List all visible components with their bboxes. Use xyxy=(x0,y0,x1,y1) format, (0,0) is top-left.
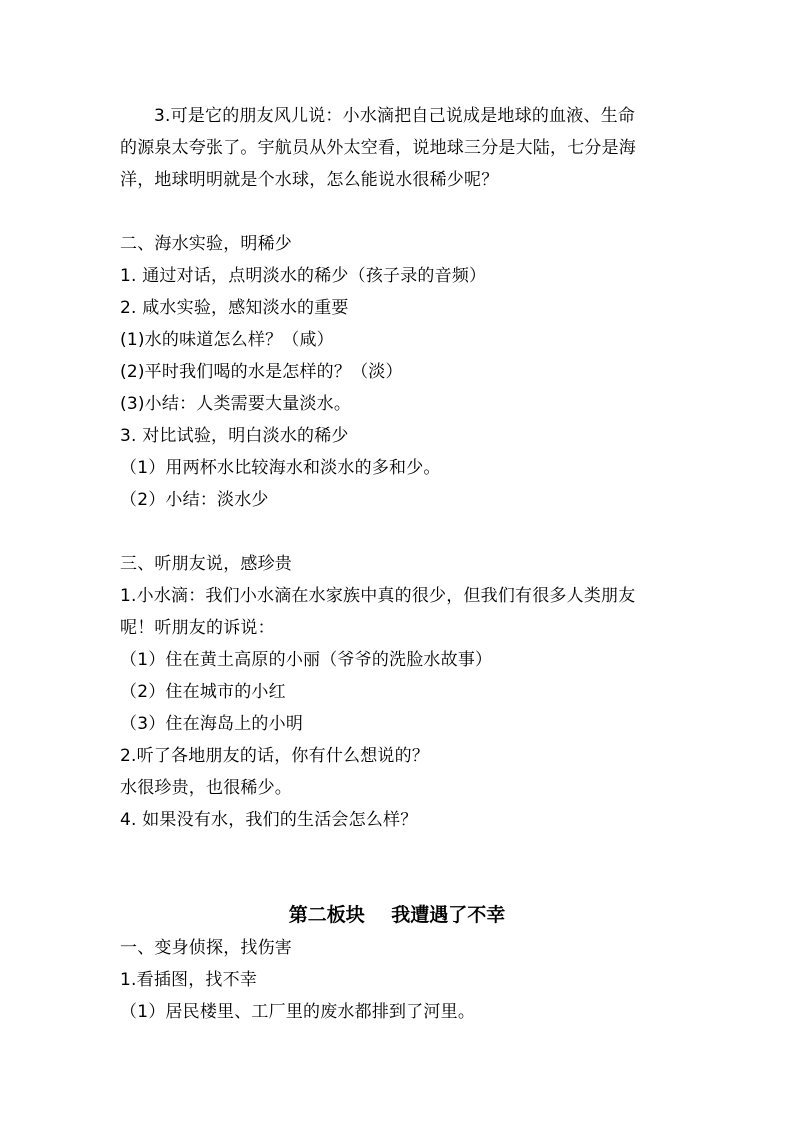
block2-title: 第二板块 我遭遇了不幸 xyxy=(288,904,506,926)
section2-item: (3)小结：人类需要大量淡水。 xyxy=(120,394,352,414)
section2-item: (2)平时我们喝的水是怎样的？（淡） xyxy=(120,362,403,382)
block2-heading: 一、变身侦探，找伤害 xyxy=(120,938,292,958)
intro-line-1: 3.可是它的朋友风儿说：小水滴把自己说成是地球的血液、生命 xyxy=(154,106,636,126)
section3-item: 水很珍贵，也很稀少。 xyxy=(120,778,292,798)
section2-item: （1）用两杯水比较海水和淡水的多和少。 xyxy=(120,458,441,478)
section3-item: 2.听了各地朋友的话，你有什么想说的？ xyxy=(120,746,430,766)
section2-item: (1)水的味道怎么样？（咸） xyxy=(120,330,334,350)
section2-item: 2. 咸水实验，感知淡水的重要 xyxy=(120,298,349,318)
section3-item: 4. 如果没有水，我们的生活会怎么样？ xyxy=(120,810,418,830)
section3-item: （2）住在城市的小红 xyxy=(120,682,286,702)
block2-item: 1.看插图，找不幸 xyxy=(120,970,258,990)
section3-item: 呢！听朋友的诉说： xyxy=(120,618,275,638)
section3-item: （3）住在海岛上的小明 xyxy=(120,714,304,734)
section2-item: 3. 对比试验，明白淡水的稀少 xyxy=(120,426,349,446)
intro-line-3: 洋，地球明明就是个水球，怎么能说水很稀少呢？ xyxy=(120,170,499,190)
section2-heading: 二、海水实验，明稀少 xyxy=(120,234,292,254)
intro-line-2: 的源泉太夸张了。宇航员从外太空看，说地球三分是大陆，七分是海 xyxy=(120,138,636,158)
block2-item: （1）居民楼里、工厂里的废水都排到了河里。 xyxy=(120,1002,476,1022)
section3-heading: 三、听朋友说，感珍贵 xyxy=(120,554,292,574)
section3-item: （1）住在黄土高原的小丽（爷爷的洗脸水故事） xyxy=(120,650,493,670)
section2-item: 1. 通过对话，点明淡水的稀少（孩子录的音频） xyxy=(120,266,487,286)
section2-item: （2）小结：淡水少 xyxy=(120,490,269,510)
section3-item: 1.小水滴：我们小水滴在水家族中真的很少，但我们有很多人类朋友 xyxy=(120,586,636,606)
